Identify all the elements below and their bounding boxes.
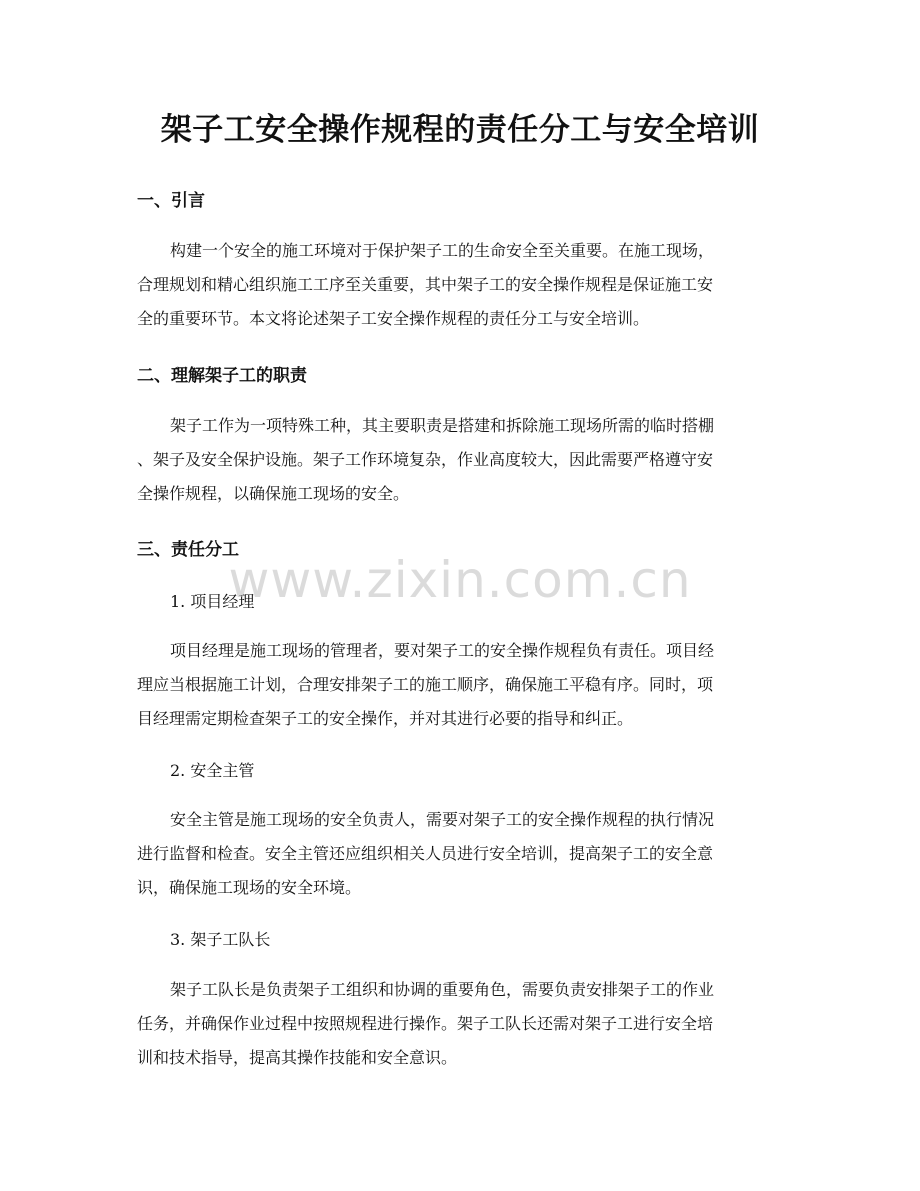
paragraph-team-leader	[137, 973, 783, 1075]
item-label-team-leader: 3. 架子工队长	[170, 930, 271, 949]
paragraph-line: 全操作规程，以确保施工现场的安全。	[137, 484, 410, 503]
paragraph-line: 理应当根据施工计划，合理安排架子工的施工顺序，确保施工平稳有序。同时，项	[137, 675, 714, 694]
paragraph-line: 安全主管是施工现场的安全负责人，需要对架子工的安全操作规程的执行情况	[170, 810, 715, 829]
paragraph-line: 合理规划和精心组织施工工序至关重要，其中架子工的安全操作规程是保证施工安	[137, 275, 714, 294]
paragraph-project-manager	[137, 634, 783, 736]
paragraph-introduction	[137, 234, 783, 336]
paragraph-line: 全的重要环节。本文将论述架子工安全操作规程的责任分工与安全培训。	[137, 309, 650, 328]
paragraph-line: 目经理需定期检查架子工的安全操作，并对其进行必要的指导和纠正。	[137, 709, 634, 728]
paragraph-line: 构建一个安全的施工环境对于保护架子工的生命安全至关重要。在施工现场，	[170, 241, 715, 260]
section-heading-introduction: 一、引言	[137, 191, 205, 211]
paragraph-line: 任务，并确保作业过程中按照规程进行操作。架子工队长还需对架子工进行安全培	[137, 1014, 714, 1033]
document-title: 架子工安全操作规程的责任分工与安全培训	[160, 112, 760, 148]
paragraph-line: 、架子及安全保护设施。架子工作环境复杂，作业高度较大，因此需要严格遵守安	[137, 450, 714, 469]
paragraph-line: 进行监督和检查。安全主管还应组织相关人员进行安全培训，提高架子工的安全意	[137, 844, 714, 863]
paragraph-line: 架子工作为一项特殊工种，其主要职责是搭建和拆除施工现场所需的临时搭棚	[170, 416, 715, 435]
section-heading-duties: 二、理解架子工的职责	[137, 366, 307, 386]
paragraph-safety-supervisor	[137, 803, 783, 905]
item-label-project-manager: 1. 项目经理	[170, 592, 255, 611]
paragraph-line: 架子工队长是负责架子工组织和协调的重要角色，需要负责安排架子工的作业	[170, 980, 715, 999]
paragraph-line: 训和技术指导，提高其操作技能和安全意识。	[137, 1048, 458, 1067]
paragraph-duties	[137, 409, 783, 511]
item-label-safety-supervisor: 2. 安全主管	[170, 761, 255, 780]
watermark: www.zixin.com.cn	[228, 551, 692, 609]
paragraph-line: 项目经理是施工现场的管理者，要对架子工的安全操作规程负有责任。项目经	[170, 641, 715, 660]
section-heading-responsibilities: 三、责任分工	[137, 540, 239, 560]
paragraph-line: 识，确保施工现场的安全环境。	[137, 878, 362, 897]
